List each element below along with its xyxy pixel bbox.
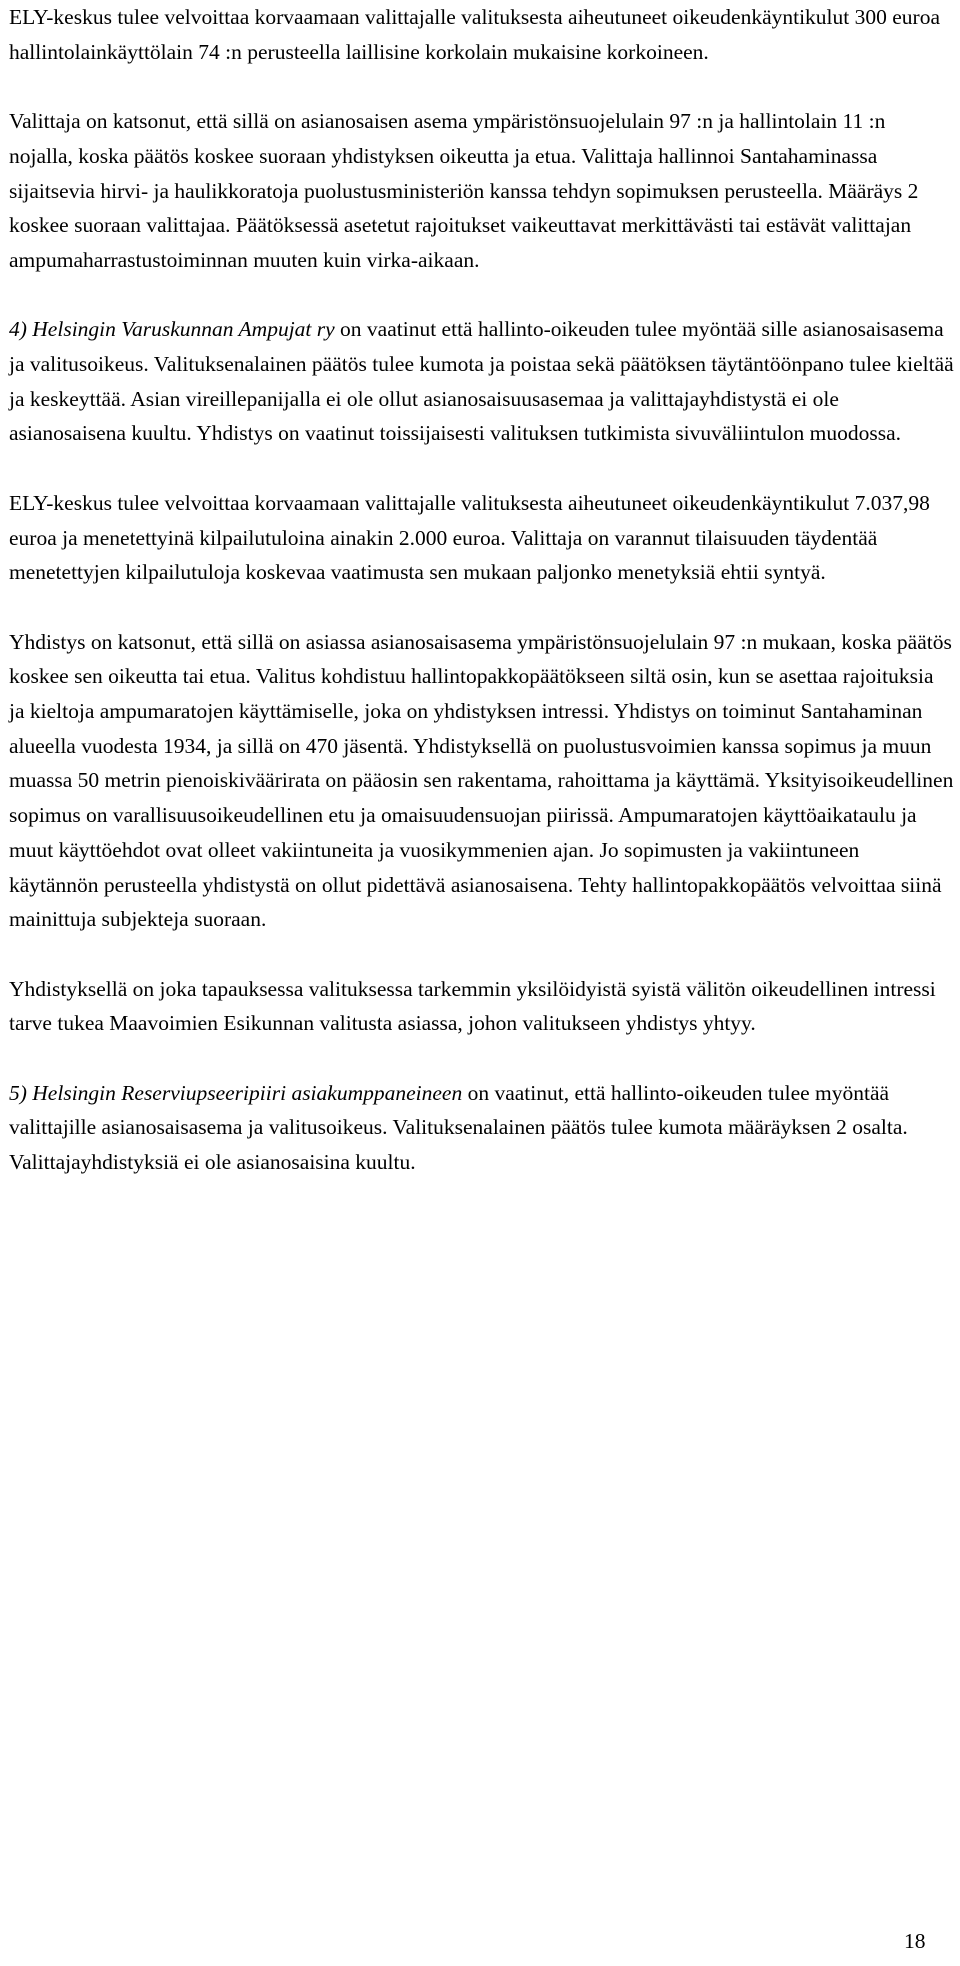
paragraph-6-text: Yhdistyksellä on joka tapauksessa valituksessa tarkemmin yksilöidyistä syistä välitön oikeudellinen intressi tarve tukea Maavoimien Esikunnan valitusta asiassa, johon valitukseen yhdistys yhtyy. [9, 976, 936, 1036]
paragraph-3 [9, 312, 954, 451]
paragraph-4 [9, 486, 954, 590]
paragraph-6 [9, 972, 954, 1041]
paragraph-3-text: on vaatinut että hallinto-oikeuden tulee myöntää sille asianosaisasema ja valitusoikeus. Valituksenalainen päätös tulee kumota ja poistaa sekä päätöksen täytäntöönpano tulee kieltää ja keskeyttää. Asian vireillepanijalla ei ole ollut asianosaisuusasemaa ja valittajayhdistystä ei ole asianosaisena kuultu. Yhdistys on vaatinut toissijaisesti valituksen tutkimista sivuväliintulon muodossa. [9, 317, 954, 446]
paragraph-1-text: ELY-keskus tulee velvoittaa korvaamaan valittajalle valituksesta aiheutuneet oikeudenkäyntikulut 300 euroa hallintolainkäyttölain 74 :n perusteella laillisine korkolain mukaisine korkoineen. [9, 5, 940, 64]
page-number: 18 [904, 1929, 926, 1953]
document-page [9, 0, 954, 1180]
paragraph-5 [9, 625, 954, 937]
paragraph-5-text: Yhdistys on katsonut, että sillä on asiassa asianosaisasema ympäristönsuojelulain 97 :n mukaan, koska päätös koskee sen oikeutta tai etua. Valitus kohdistuu hallintopakkopäätökseen siltä osin, kun se asettaa rajoituksia ja kieltoja ampumaratojen käyttämiselle, joka on yhdistyksen intressi. Yhdistys on toiminut Santahaminan alueella vuodesta 1934, ja sillä on 470 jäsentä. Yhdistyksellä on puolustusvoimien kanssa sopimus ja muun muassa 50 metrin pienoiskiväärirata on pääosin sen rakentama, rahoittama ja käyttämä. Yksityisoikeudellinen sopimus on varallisuusoikeudellinen etu ja omaisuudensuojan piirissä. Ampumaratojen käyttöaikataulu ja muut käyttöehdot ovat olleet vakiintuneita ja vuosikymmenien ajan. Jo sopimusten ja vakiintuneen käytännön perusteella yhdistystä on ollut pidettävä asianosaisena. Tehty hallintopakkopäätös velvoittaa siinä mainittuja subjekteja suoraan. [9, 629, 954, 932]
paragraph-2 [9, 104, 954, 278]
paragraph-2-text: Valittaja on katsonut, että sillä on asianosaisen asema ympäristönsuojelulain 97 :n ja hallintolain 11 :n nojalla, koska päätös koskee suoraan yhdistyksen oikeutta ja etua. Valittaja hallinnoi Santahaminassa sijaitsevia hirvi- ja haulikkoratoja puolustusministeriön kanssa tehdyn sopimuksen perusteella. Määräys 2 koskee suoraan valittajaa. Päätöksessä asetetut rajoitukset vaikeuttavat merkittävästi tai estävät valittajan ampumaharrastustoiminnan muuten kuin virka-aikaan. [9, 109, 919, 272]
paragraph-3-lead: 4) Helsingin Varuskunnan Ampujat ry [9, 317, 335, 342]
paragraph-7-lead: 5) Helsingin Reserviupseeripiiri asiakumppaneineen [9, 1080, 463, 1105]
paragraph-7 [9, 1076, 954, 1180]
paragraph-4-text: ELY-keskus tulee velvoittaa korvaamaan valittajalle valituksesta aiheutuneet oikeudenkäyntikulut 7.037,98 euroa ja menetettyinä kilpailutuloina ainakin 2.000 euroa. Valittaja on varannut tilaisuuden täydentää menetettyjen kilpailutuloja koskevaa vaatimusta sen mukaan paljonko menetyksiä ehtii syntyä. [9, 490, 930, 585]
paragraph-1 [9, 0, 954, 69]
paragraph-7-text: on vaatinut, että hallinto-oikeuden tulee myöntää valittajille asianosaisasema ja valitusoikeus. Valituksenalainen päätös tulee kumota määräyksen 2 osalta. Valittajayhdistyksiä ei ole asianosaisina kuultu. [9, 1080, 908, 1175]
